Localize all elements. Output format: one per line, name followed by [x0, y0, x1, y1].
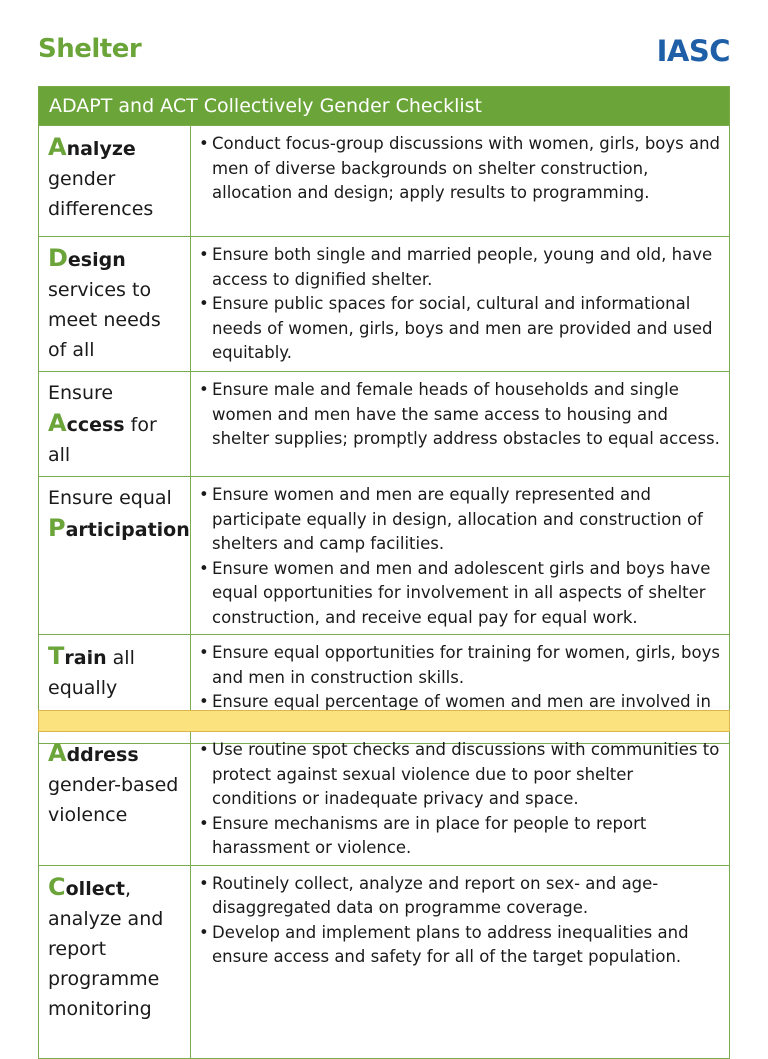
row-keyword: ddress: [66, 744, 139, 766]
row-label: [39, 477, 191, 635]
table-row: [39, 126, 730, 237]
list-item: • Ensure mechanisms are in place for people to report harassment or violence.: [199, 812, 721, 861]
list-item: • Routinely collect, analyze and report on sex- and age-disaggregated data on programme coverage.: [199, 872, 721, 921]
table-row: [39, 732, 730, 866]
list-item: • Ensure women and men are equally represented and participate equally in design, allocation and construction of shelters and camp facilities.: [199, 483, 721, 557]
list-item: • Ensure both single and married people, young and old, have access to dignified shelter.: [199, 243, 721, 292]
table-row: [39, 865, 730, 1058]
row-actions: [191, 372, 730, 477]
row-keyword: nalyze: [66, 138, 136, 160]
row-label: [39, 126, 191, 237]
row-keyword-punct: ,: [124, 877, 131, 900]
table-row: [39, 477, 730, 635]
checklist-heading: ADAPT and ACT Collectively Gender Checklist: [39, 87, 730, 126]
row-initial: C: [48, 872, 66, 901]
row-keyword: ccess: [66, 414, 125, 436]
list-item: • Use routine spot checks and discussions with communities to protect against sexual violence due to poor shelter conditions or inadequate privacy and space.: [199, 738, 721, 812]
row-initial: T: [48, 642, 65, 670]
row-label-pre: Ensure equal: [48, 487, 172, 509]
row-actions: [191, 126, 730, 237]
page-title: Shelter: [38, 34, 142, 64]
row-label-pre: Ensure: [48, 382, 114, 404]
row-label-tail: analyze and report programme monitoring: [48, 907, 164, 1020]
list-item: • Ensure equal opportunities for training for women, girls, boys and men in construction skills.: [199, 641, 721, 690]
row-initial: A: [48, 409, 67, 437]
row-actions: [191, 732, 730, 866]
row-actions: [191, 477, 730, 635]
page-header: [38, 30, 730, 74]
list-item: • Ensure male and female heads of households and single women and men have the same access to housing and shelter supplies; promptly address obstacles to equal access.: [199, 378, 721, 452]
list-item: • Ensure women and men and adolescent girls and boys have equal opportunities for involvement in all aspects of shelter construction, and receive equal pay for equal work.: [199, 557, 721, 631]
iasc-logo: IASC: [656, 34, 730, 68]
table-row: [39, 372, 730, 477]
row-label: [39, 372, 191, 477]
row-label-tail: services to meet needs of all: [48, 279, 161, 361]
row-actions: [191, 237, 730, 372]
row-keyword: rain: [64, 647, 107, 669]
table-row: [39, 237, 730, 372]
row-keyword: articipation: [65, 519, 190, 541]
act-heading-bar: [39, 711, 730, 732]
row-initial: D: [48, 244, 68, 272]
row-initial: A: [48, 133, 67, 161]
list-item: • Ensure equal percentage of women and men are involved in: [199, 690, 721, 739]
row-label: [39, 237, 191, 372]
row-initial: A: [48, 739, 67, 767]
row-initial: P: [48, 514, 66, 542]
row-label-tail: gender differences: [48, 168, 154, 220]
list-item: • Ensure public spaces for social, cultural and informational needs of women, girls, boys and men are provided and used equitably.: [199, 292, 721, 366]
row-label: [39, 865, 191, 1058]
list-item: • Conduct focus-group discussions with women, girls, boys and men of diverse backgrounds on shelter construction, allocation and design; apply results to programming.: [199, 132, 721, 206]
adapt-checklist-table: [38, 86, 730, 744]
row-label-tail: gender-based violence: [48, 774, 179, 826]
row-keyword: ollect: [65, 877, 125, 900]
row-keyword: esign: [67, 249, 126, 271]
act-checklist-table: [38, 710, 730, 1059]
row-label-tail: for all: [48, 414, 157, 466]
row-label: [39, 732, 191, 866]
row-label-tail: all equally: [48, 647, 135, 699]
list-item: • Develop and implement plans to address inequalities and ensure access and safety for all of the target population.: [199, 921, 721, 970]
row-actions: [191, 865, 730, 1058]
